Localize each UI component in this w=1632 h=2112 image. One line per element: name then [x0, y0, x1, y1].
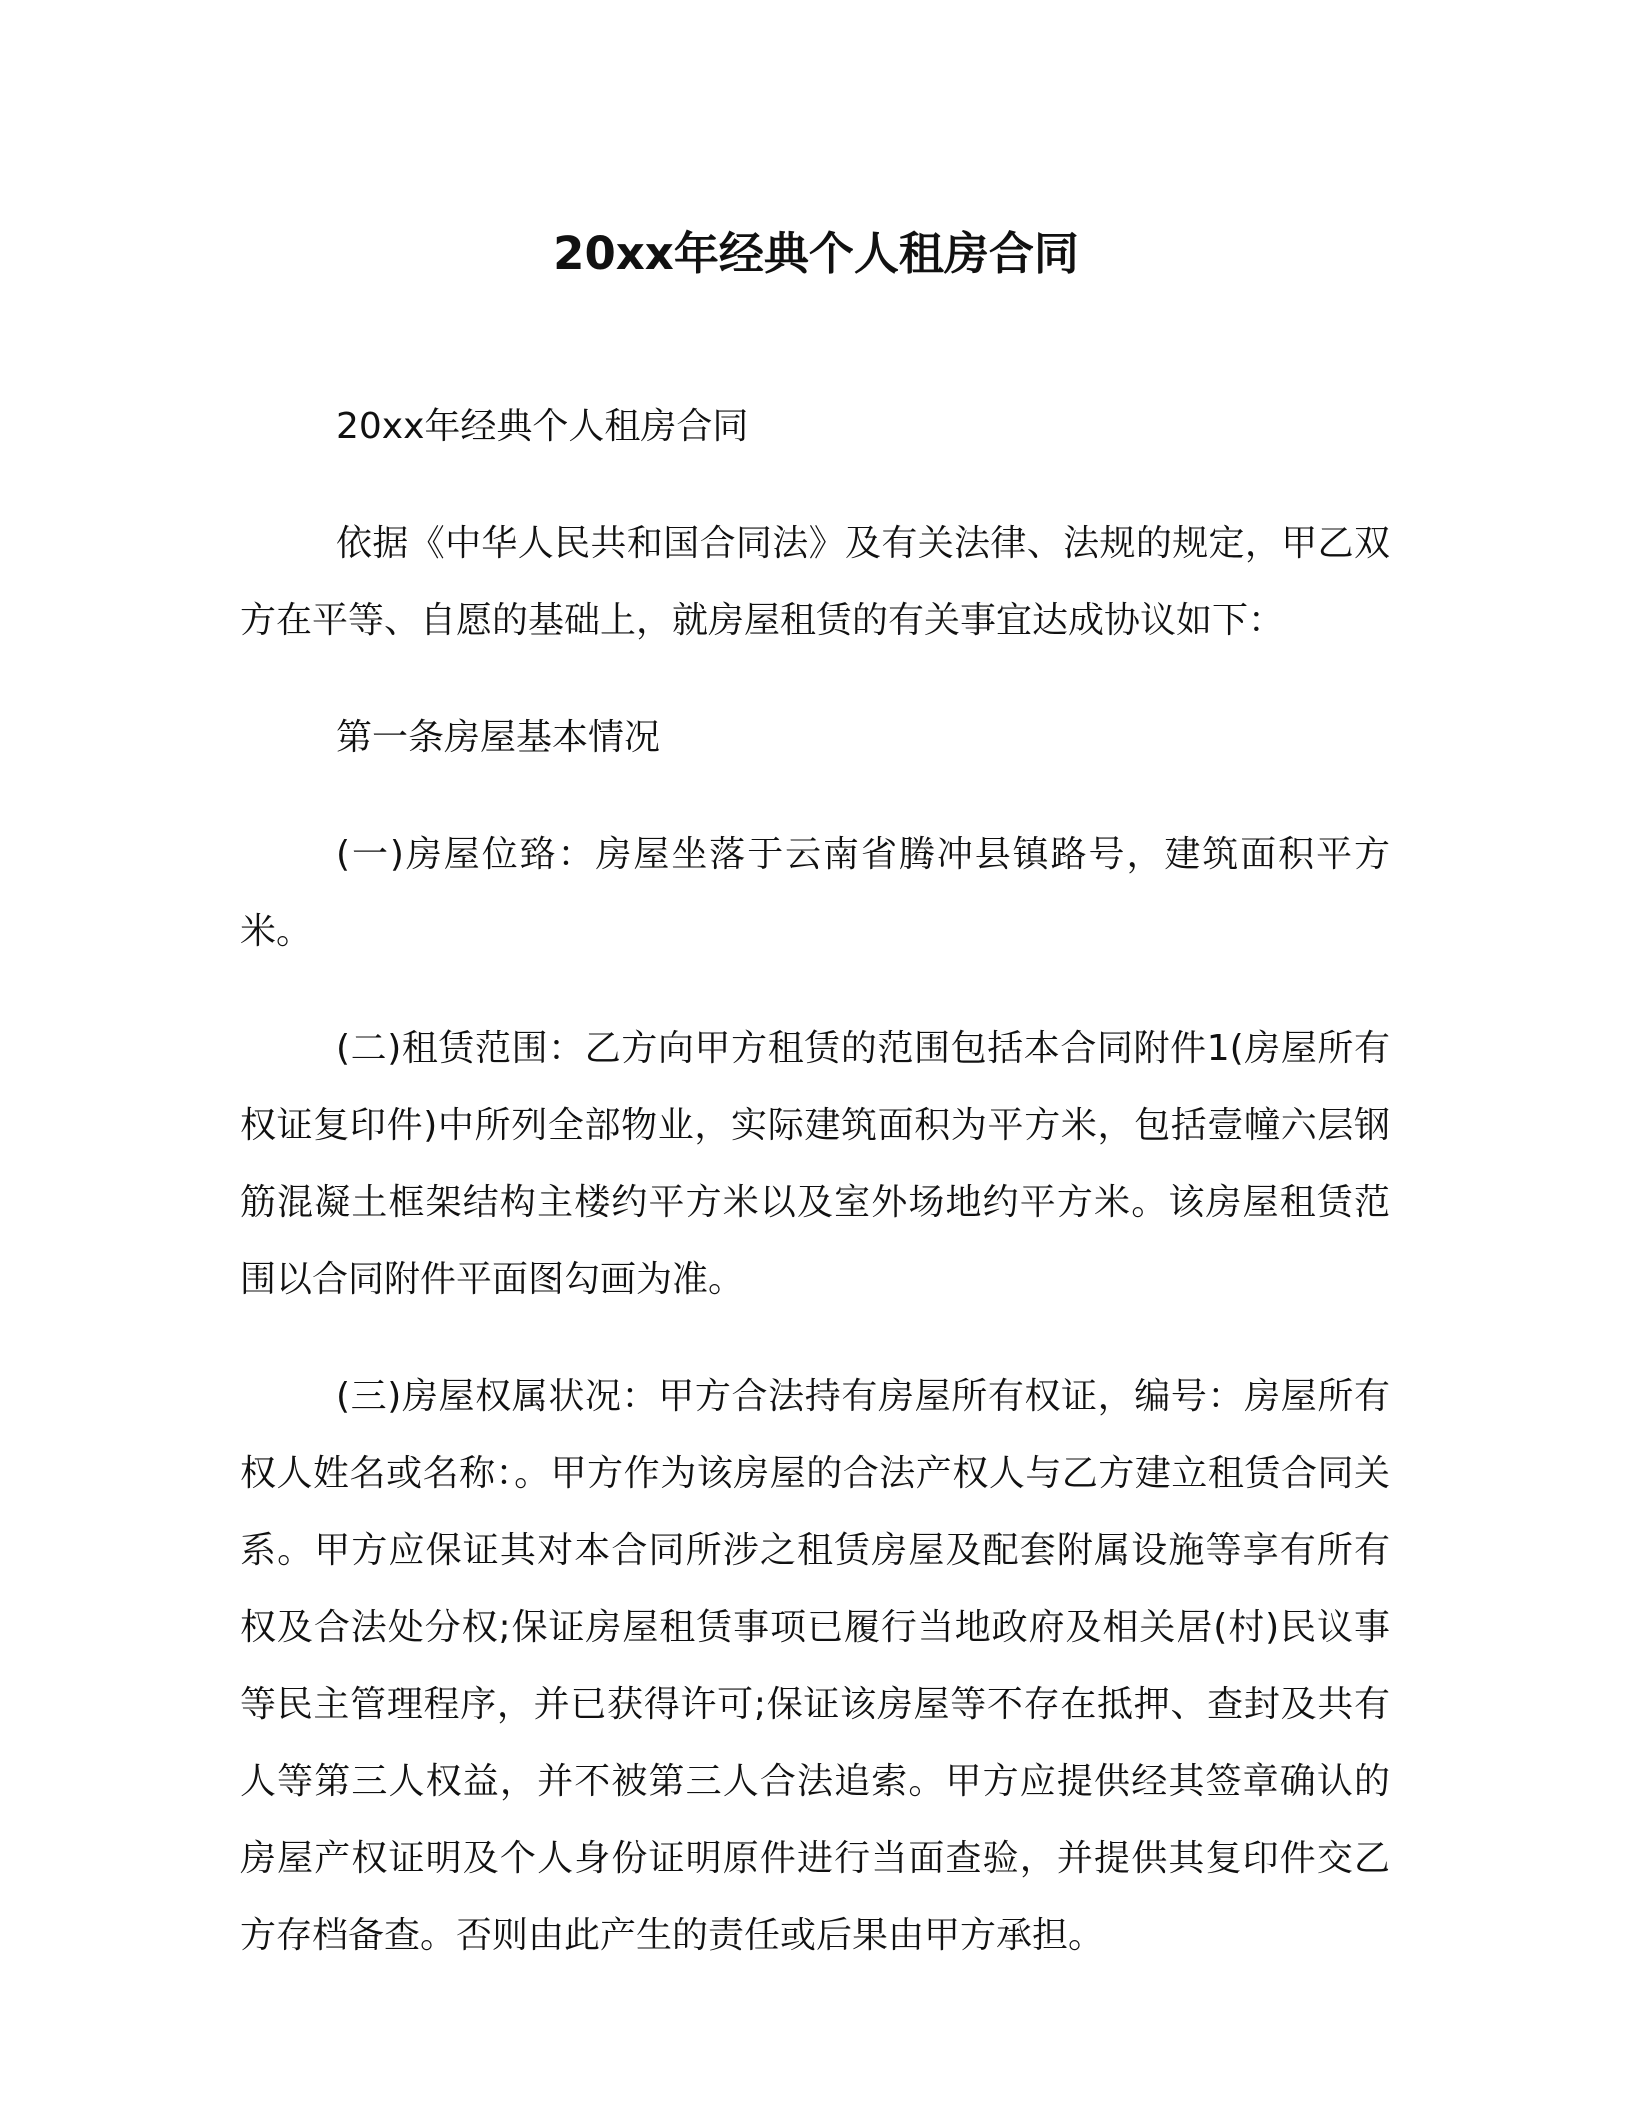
article-one-heading: 第一条房屋基本情况: [336, 717, 661, 758]
item-two-paragraph: (二)租赁范围：乙方向甲方租赁的范围包括本合同附件1(房屋所有权证复印件)中所列全部物业，实际建筑面积为平方米，包括壹幢六层钢筋混凝土框架结构主楼约平方米以及室外场地约平方米。该房屋租赁范围以合同附件平面图勾画为准。: [240, 1028, 1390, 1300]
item-three-paragraph: (三)房屋权属状况：甲方合法持有房屋所有权证，编号：房屋所有权人姓名或名称：。甲方作为该房屋的合法产权人与乙方建立租赁合同关系。甲方应保证其对本合同所涉之租赁房屋及配套附属设施等享有所有权及合法处分权;保证房屋租赁事项已履行当地政府及相关居(村)民议事等民主管理程序，并已获得许可;保证该房屋等不存在抵押、查封及共有人等第三人权益，并不被第三人合法追索。甲方应提供经其签章确认的房屋产权证明及个人身份证明原件进行当面查验，并提供其复印件交乙方存档备查。否则由此产生的责任或后果由甲方承担。: [240, 1376, 1390, 1956]
intro-paragraph: 依据《中华人民共和国合同法》及有关法律、法规的规定，甲乙双方在平等、自愿的基础上，就房屋租赁的有关事宜达成协议如下：: [240, 523, 1390, 641]
document-body: [240, 388, 1390, 2014]
document-title: 20xx年经典个人租房合同: [553, 227, 1079, 280]
document-subtitle: 20xx年经典个人租房合同: [336, 406, 749, 447]
item-one-paragraph: (一)房屋位臵：房屋坐落于云南省腾冲县镇路号，建筑面积平方米。: [240, 834, 1390, 952]
